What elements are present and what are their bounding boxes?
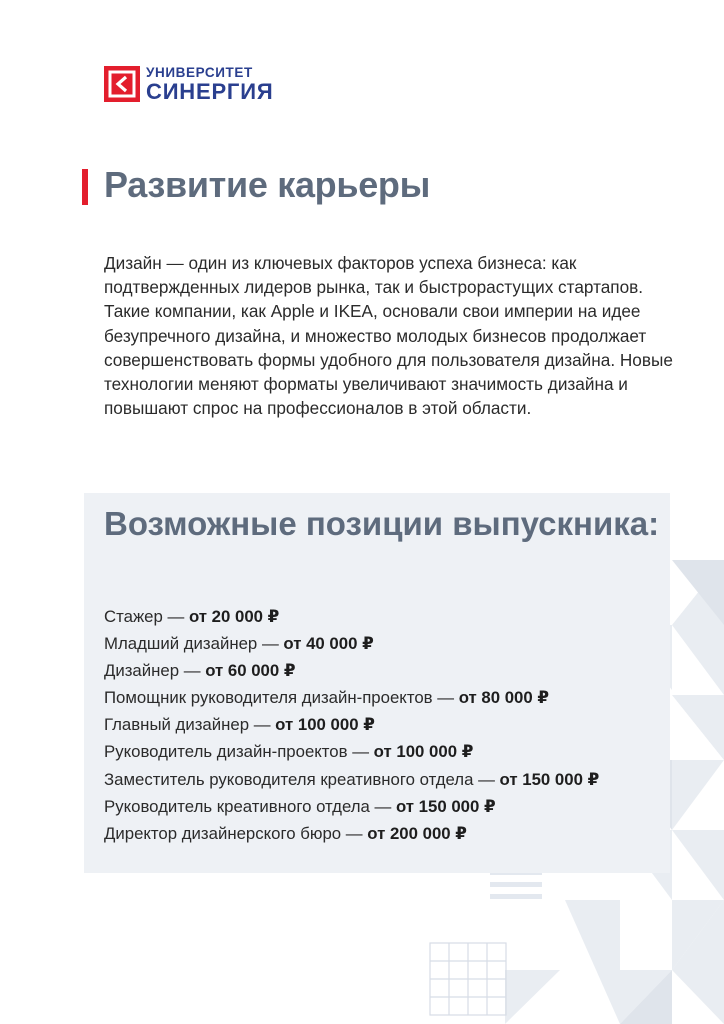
page-title: Развитие карьеры [104, 164, 431, 205]
logo-mark-icon [104, 66, 140, 102]
position-title: Главный дизайнер [104, 715, 250, 735]
position-title: Дизайнер [104, 661, 180, 681]
position-salary: от 20 000 ₽ [188, 607, 280, 626]
position-dash: — [432, 688, 459, 708]
position-dash: — [347, 742, 374, 762]
position-salary: от 200 000 ₽ [367, 823, 467, 843]
position-title: Руководитель креативного отдела [104, 796, 370, 816]
position-title: Стажер [104, 607, 163, 626]
logo-text [146, 66, 273, 103]
position-title: Директор дизайнерского бюро [104, 823, 342, 843]
position-salary: от 60 000 ₽ [205, 661, 296, 681]
position-item [104, 630, 599, 657]
positions-heading: Возможные позиции выпускника: [104, 505, 660, 542]
logo-line-synergy: СИНЕРГИЯ [146, 78, 274, 104]
position-item [104, 603, 599, 630]
position-item [104, 657, 599, 684]
position-item [104, 793, 599, 820]
positions-list [104, 603, 599, 847]
position-dash: — [249, 715, 276, 735]
position-dash: — [257, 634, 284, 654]
position-item [104, 711, 599, 738]
position-dash: — [473, 769, 500, 789]
position-item [104, 738, 599, 765]
position-salary: от 150 000 ₽ [499, 769, 600, 789]
position-salary: от 150 000 ₽ [395, 796, 496, 816]
position-title: Заместитель руководителя креативного отдела [104, 769, 474, 789]
position-title: Руководитель дизайн-проектов [104, 742, 348, 762]
position-dash: — [179, 661, 206, 681]
intro-paragraph: Дизайн — один из ключевых факторов успеха бизнеса: как подтвержденных лидеров рынка, так и быстрорастущих стартапов. Такие компании, как Apple и IKEA, основали свои империи на идее безупречного дизайна, и множество молодых бизнесов продолжает совершенствовать формы удобного для пользователя дизайна. Новые технологии меняют форматы увеличивают значимость дизайна и повышают спрос на профессионалов в этой области. [104, 253, 673, 419]
position-salary: от 100 000 ₽ [275, 715, 375, 735]
position-item [104, 684, 599, 711]
position-dash: — [369, 796, 396, 816]
position-salary: от 80 000 ₽ [458, 688, 550, 708]
position-item [104, 820, 599, 847]
university-logo [104, 66, 273, 103]
position-dash: — [162, 607, 189, 626]
logo-line-university: УНИВЕРСИТЕТ [146, 65, 253, 80]
position-salary: от 100 000 ₽ [373, 742, 474, 762]
title-accent-bar [82, 169, 88, 205]
position-salary: от 40 000 ₽ [283, 634, 374, 654]
position-item [104, 766, 599, 793]
position-title: Помощник руководителя дизайн-проектов [104, 688, 433, 708]
position-dash: — [341, 823, 368, 843]
position-title: Младший дизайнер [104, 634, 258, 654]
